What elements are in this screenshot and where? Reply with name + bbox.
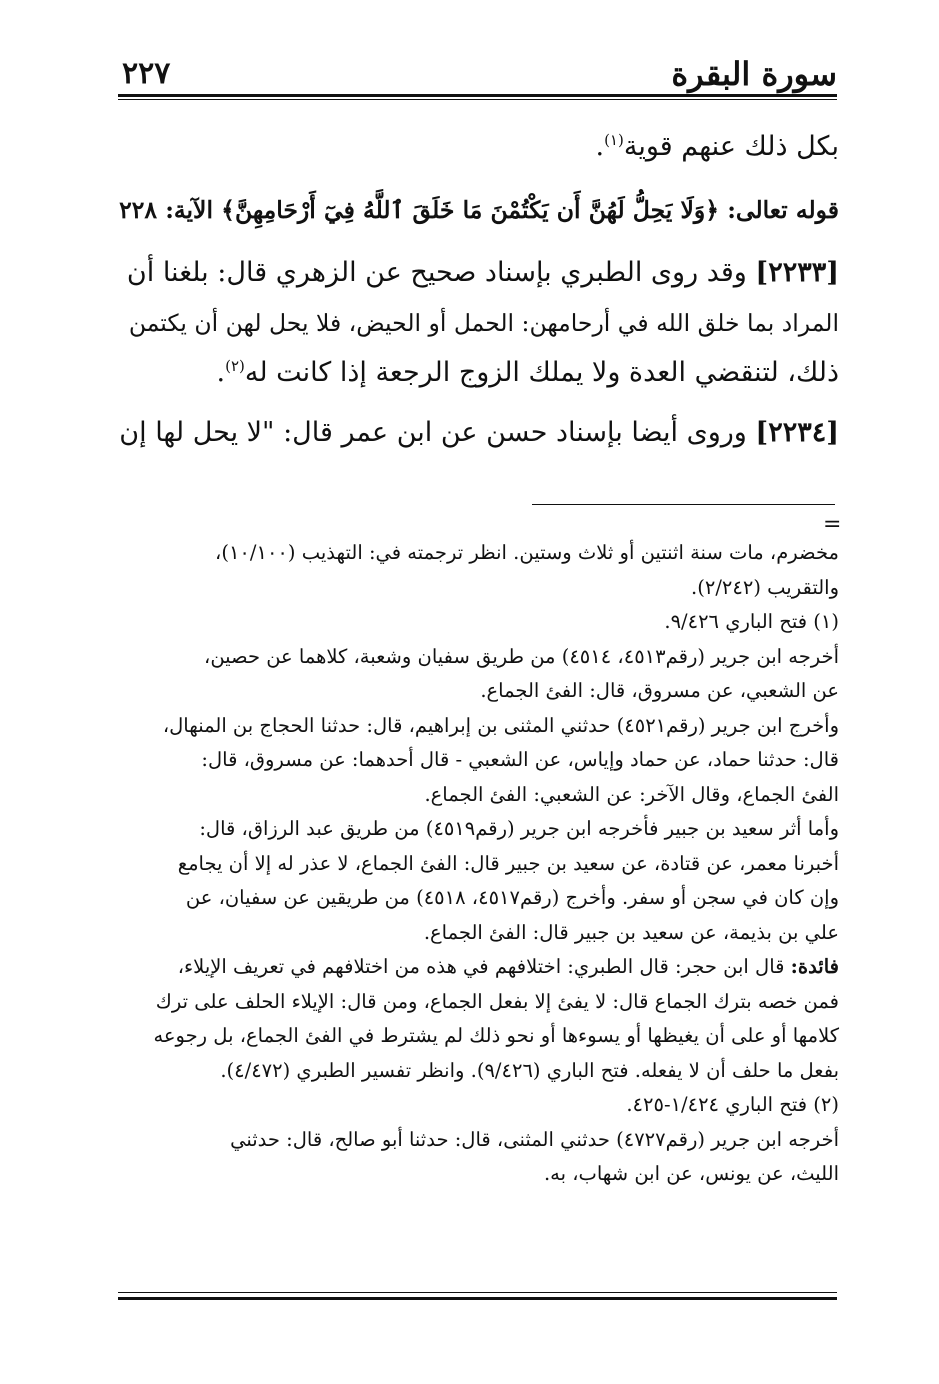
header-rule: [118, 94, 837, 97]
hadith-2233: [٢٢٣٣] وقد روى الطبري بإسناد صحيح عن الزهري قال: بلغنا أن المراد بما خلق الله في أرحامهن: الحمل أو الحيض، فلا يحل لهن أن يكتمن ذلك، لتنقضي العدة ولا يملك الزوج الرجعة إذا كانت له$^{(٢)}$.: [126, 257, 839, 388]
verse-close-bracket: ﴾: [221, 196, 235, 224]
footnote-ref-1: (١): [604, 131, 624, 149]
main-text: [118, 118, 839, 458]
footer-rule-thin: [118, 1292, 837, 1293]
hadith-2234: [٢٢٣٤] وروى أيضا بإسناد حسن عن ابن عمر قال: "لا يحل لها إن: [119, 417, 839, 448]
footnote-ref-2: (٢): [225, 357, 245, 375]
footnote-continuation-marker: =: [823, 512, 842, 537]
page-number: ٢٢٧: [122, 56, 171, 91]
quran-verse-text: وَلَا يَحِلُّ لَهُنَّ أَن يَكْتُمْنَ مَا خَلَقَ ٱللَّهُ فِيٓ أَرْحَامِهِنَّ: [234, 196, 706, 224]
faida-note: فائدة: قال ابن حجر: قال الطبري: اختلافهم في هذه من اختلافهم في تعريف الإيلاء،: [177, 955, 839, 978]
verse-reference: الآية: ٢٢٨: [119, 196, 222, 224]
footnote-continued: مخضرم، مات سنة اثنتين أو ثلاث وستين. انظر ترجمته في: التهذيب (١٠/١٠٠)،: [215, 541, 839, 564]
footnote-1: (١) فتح الباري ٩/٤٢٦.: [664, 610, 839, 633]
verse-lead: قوله تعالى:: [719, 196, 839, 224]
intro-paragraph: بكل ذلك عنهم قوية$^{(١)}$.: [595, 131, 839, 162]
header-rule-thin: [118, 99, 837, 100]
page-header: [118, 52, 837, 96]
surah-title: سورة البقرة: [671, 55, 837, 93]
footnotes: مخضرم، مات سنة اثنتين أو ثلاث وستين. انظر ترجمته في: التهذيب (١٠/١٠٠)، والتقريب (٢/٢٤٢). (١) فتح الباري ٩/٤٢٦. أخرجه ابن جرير (رقم٤٥١٣، ٤٥١٤) من طريق سفيان وشعبة، كلاهما عن حصين، عن الشعبي، عن مسروق، قال: الفئ الجماع. وأخرج ابن جرير (رقم٤٥٢١) حدثني المثنى بن إبراهيم، قال: حدثنا الحجاج بن المنهال، قال: حدثنا حماد، عن حماد وإياس، عن الشعبي - قال أحدهما: عن مسروق، قال: الفئ الجماع، وقال الآخر: عن الشعبي: الفئ الجماع. وأما أثر سعيد بن جبير فأخرجه ابن جرير (رقم٤٥١٩) من طريق عبد الرزاق، قال: أخبرنا معمر، عن قتادة، عن سعيد بن جبير قال: الفئ الجماع، لا عذر له إلا أن يجامع وإن كان في سجن أو سفر. وأخرج (رقم٤٥١٧، ٤٥١٨) من طريقين عن سفيان، عن علي بن بذيمة، عن سعيد بن جبير قال: الفئ الجماع. فائدة: قال ابن حجر: قال الطبري: اختلافهم في هذه من اختلافهم في تعريف الإيلاء، فمن خصه بترك الجماع قال: لا يفئ إلا بفعل الجماع، ومن قال: الإيلاء الحلف على ترك كلامها أو على أن يغيظها أو يسوءها أو نحو ذلك لم يشترط في الفئ الجماع، بل رجوعه بفعل ما حلف أن لا يفعله. فتح الباري (٩/٤٢٦). وانظر تفسير الطبري (٤/٤٧٢). (٢) فتح الباري ١/٤٢٤-٤٢٥. أخرجه ابن جرير (رقم٤٧٢٧) حدثني المثنى، قال: حدثنا أبو صالح، قال: حدثني الليث، عن يونس، عن ابن شهاب، به.: [118, 536, 839, 1192]
hadith-number: [٢٢٣٣]: [755, 257, 839, 288]
verse-open-bracket: ﴿: [705, 196, 720, 224]
footnote-2: (٢) فتح الباري ١/٤٢٤-٤٢٥.: [626, 1093, 839, 1116]
verse-heading: [118, 182, 839, 238]
footer-rule: [118, 1297, 837, 1300]
faida-label: فائدة:: [790, 955, 839, 978]
footnote-separator: [532, 504, 835, 505]
hadith-number: [٢٢٣٤]: [755, 417, 839, 448]
